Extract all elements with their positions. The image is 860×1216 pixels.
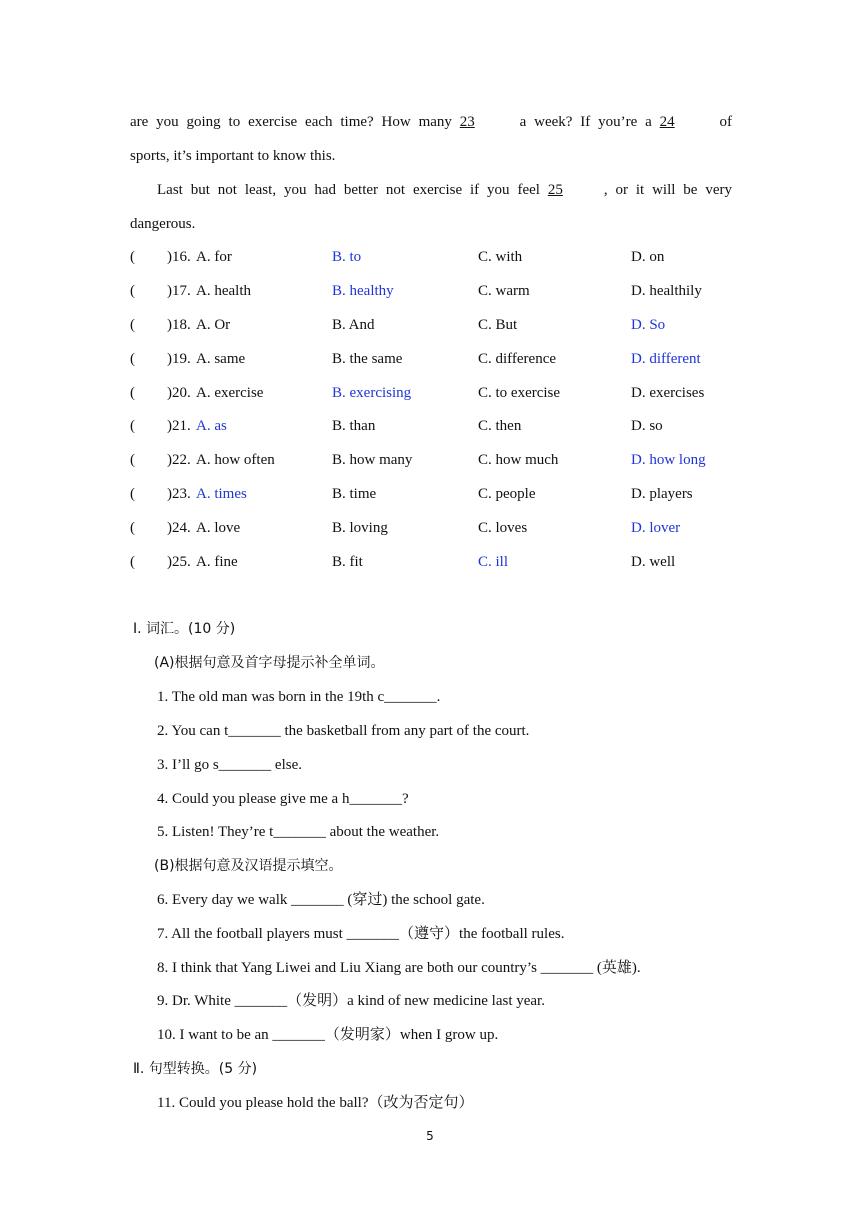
passage-line-2: sports, it’s important to know this. [130,148,336,164]
question-number: )18. [167,317,191,333]
option-c: C. But [478,317,518,333]
option-c: C. with [478,249,523,265]
option-b: B. the same [332,351,403,367]
vocab-item-3: 3. I’ll go s_______ else. [157,757,302,773]
question-number: )21. [167,418,191,434]
option-c: C. warm [478,283,530,299]
answer-bracket: ( [130,520,135,536]
answer-bracket: ( [130,385,135,401]
option-b: B. how many [332,452,413,468]
passage-line-4: dangerous. [130,216,196,232]
passage-text: of [719,114,733,130]
section-1-part-b: (B)根据句意及汉语提示填空。 [154,858,343,874]
option-b: B. time [332,486,377,502]
passage-text: a week? If you’re a [519,114,652,130]
answer-bracket: ( [130,351,135,367]
transform-item-11: 11. Could you please hold the ball?（改为否定句） [157,1095,474,1111]
answer-bracket: ( [130,554,135,570]
blank-24: 24 [659,114,675,130]
option-b: B. to [332,249,362,265]
option-d: D. players [631,486,693,502]
vocab-item-9: 9. Dr. White _______（发明）a kind of new medicine last year. [157,993,545,1009]
option-b: B. exercising [332,385,412,401]
section-1-title: Ⅰ. 词汇。(10 分) [133,621,236,637]
option-a: A. same [196,351,246,367]
option-c: C. how much [478,452,559,468]
blank-25: 25 [547,182,563,198]
option-b: B. healthy [332,283,394,299]
page-number: 5 [426,1129,434,1143]
passage-text: , or it will be very [603,182,733,198]
option-a: A. fine [196,554,238,570]
option-a: A. health [196,283,251,299]
vocab-item-4: 4. Could you please give me a h_______? [157,791,409,807]
vocab-item-6: 6. Every day we walk _______ (穿过) the school gate. [157,892,485,908]
answer-bracket: ( [130,418,135,434]
option-a: A. exercise [196,385,264,401]
section-1-part-a: (A)根据句意及首字母提示补全单词。 [154,655,385,671]
question-number: )24. [167,520,191,536]
option-d: D. how long [631,452,706,468]
option-d: D. different [631,351,701,367]
answer-bracket: ( [130,486,135,502]
option-a: A. love [196,520,241,536]
passage-text: are you going to exercise each time? How many [130,114,452,130]
question-number: )22. [167,452,191,468]
option-b: B. loving [332,520,388,536]
option-a: A. for [196,249,232,265]
question-number: )19. [167,351,191,367]
option-c: C. difference [478,351,557,367]
passage-line-1 [130,112,732,132]
passage-text: Last but not least, you had better not exercise if you feel [157,182,540,198]
answer-bracket: ( [130,249,135,265]
option-c: C. ill [478,554,509,570]
answer-bracket: ( [130,317,135,333]
option-a: A. as [196,418,227,434]
option-a: A. how often [196,452,275,468]
option-d: D. so [631,418,663,434]
blank-23: 23 [459,114,475,130]
vocab-item-5: 5. Listen! They’re t_______ about the weather. [157,824,440,840]
option-c: C. loves [478,520,528,536]
question-number: )20. [167,385,191,401]
question-number: )16. [167,249,191,265]
vocab-item-2: 2. You can t_______ the basketball from any part of the court. [157,723,530,739]
option-c: C. then [478,418,522,434]
answer-bracket: ( [130,452,135,468]
option-d: D. lover [631,520,681,536]
option-a: A. Or [196,317,231,333]
passage-line-3 [157,180,732,200]
vocab-item-8: 8. I think that Yang Liwei and Liu Xiang are both our country’s _______ (英雄). [157,960,641,976]
answer-bracket: ( [130,283,135,299]
option-b: B. And [332,317,375,333]
option-b: B. fit [332,554,363,570]
option-d: D. healthily [631,283,702,299]
option-b: B. than [332,418,376,434]
option-c: C. to exercise [478,385,561,401]
vocab-item-10: 10. I want to be an _______（发明家）when I grow up. [157,1027,499,1043]
vocab-item-7: 7. All the football players must _______（遵守）the football rules. [157,926,565,942]
option-d: D. well [631,554,676,570]
option-d: D. So [631,317,666,333]
option-a: A. times [196,486,247,502]
option-d: D. exercises [631,385,705,401]
vocab-item-1: 1. The old man was born in the 19th c_______. [157,689,441,705]
section-2-title: Ⅱ. 句型转换。(5 分) [133,1061,258,1077]
option-c: C. people [478,486,536,502]
question-number: )23. [167,486,191,502]
question-number: )25. [167,554,191,570]
question-number: )17. [167,283,191,299]
option-d: D. on [631,249,665,265]
